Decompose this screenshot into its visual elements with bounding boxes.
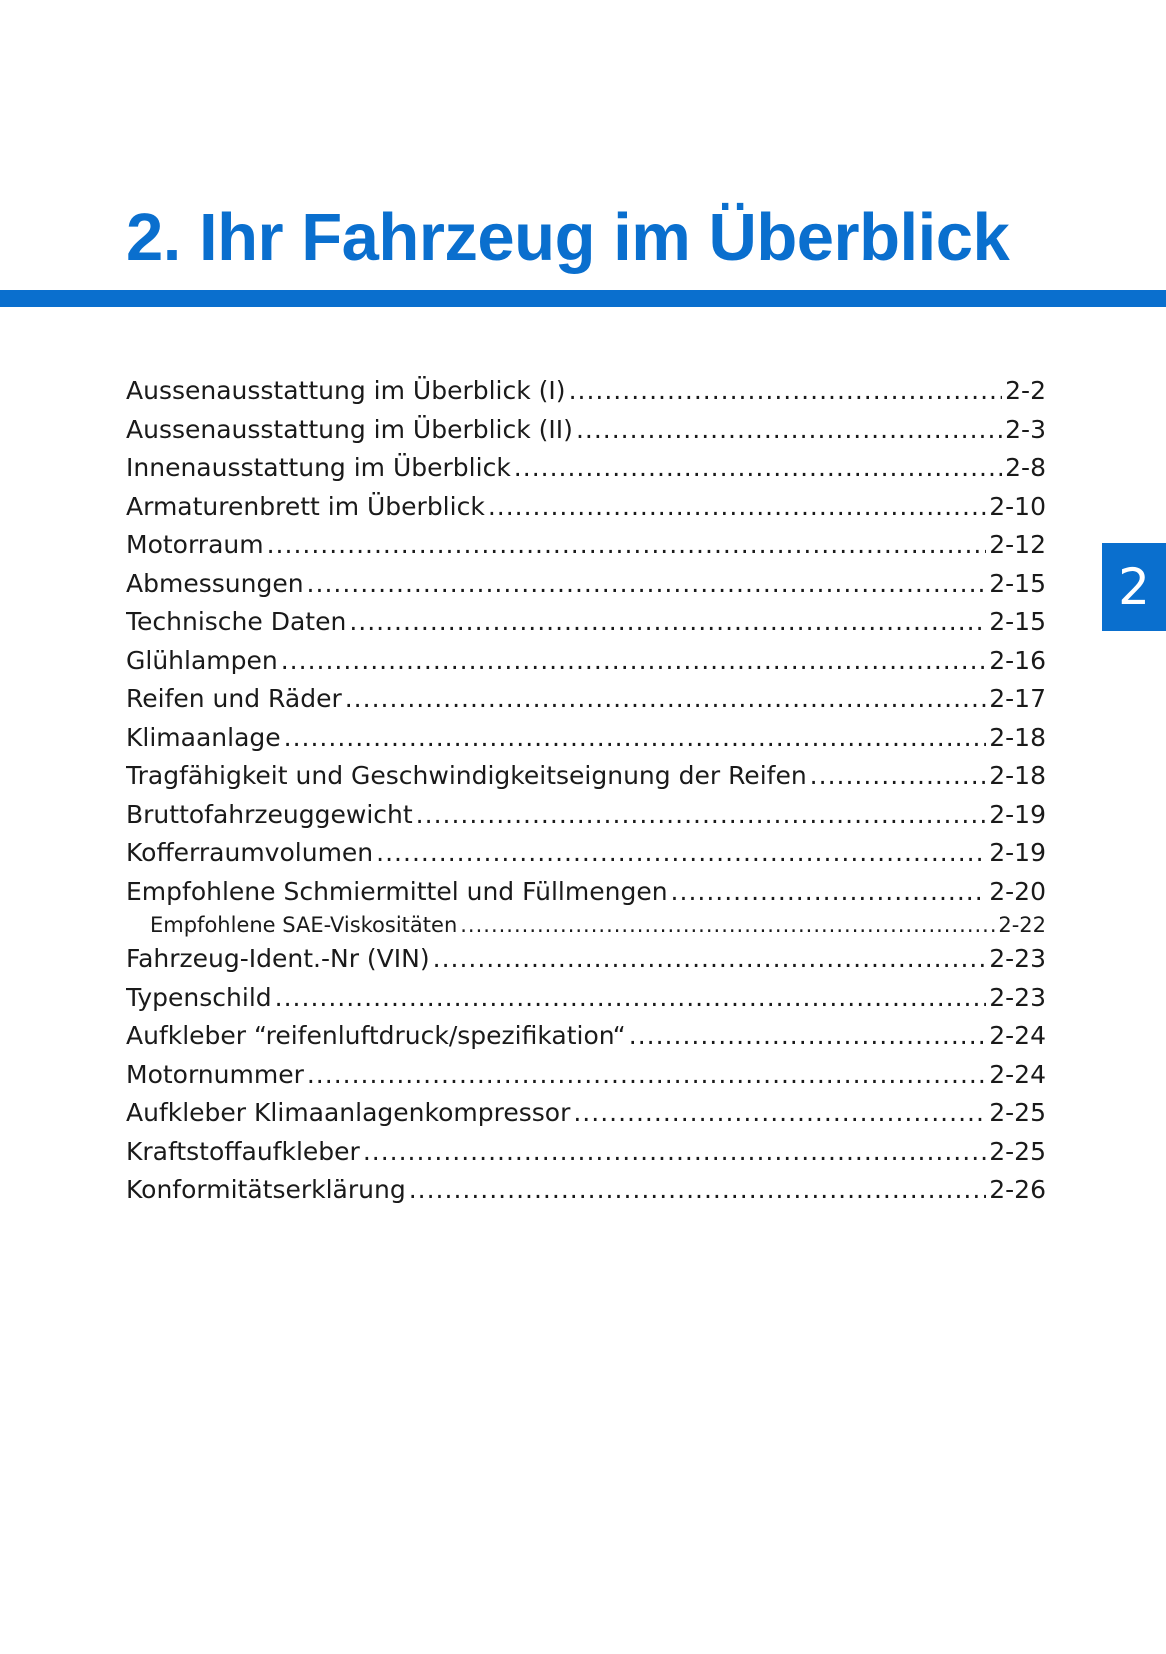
toc-dot-leader — [409, 1171, 987, 1210]
toc-page-number: 2-18 — [989, 722, 1046, 752]
toc-page-number: 2-22 — [998, 913, 1046, 937]
toc-page-number: 2-26 — [989, 1175, 1046, 1204]
toc-page-number: 2-12 — [989, 530, 1046, 559]
toc-entry[interactable] — [126, 1056, 1046, 1095]
toc-entry[interactable] — [126, 565, 1046, 604]
toc-entry-label: Kraftstoffaufkleber — [126, 1136, 360, 1166]
toc-entry[interactable] — [126, 1171, 1046, 1210]
toc-entry-label: Konformitätserklärung — [126, 1175, 406, 1204]
toc-entry-label: Bruttofahrzeuggewicht — [126, 799, 413, 829]
toc-dot-leader — [267, 526, 987, 565]
toc-entry[interactable] — [126, 979, 1046, 1018]
toc-page-number: 2-8 — [1005, 453, 1046, 482]
toc-entry[interactable] — [126, 488, 1046, 527]
toc-subentry[interactable] — [126, 911, 1046, 940]
toc-entry-label: Fahrzeug-Ident.-Nr (VIN) — [126, 944, 430, 973]
toc-entry[interactable] — [126, 411, 1046, 450]
toc-entry-label: Armaturenbrett im Überblick — [126, 491, 485, 521]
toc-page-number: 2-10 — [989, 491, 1046, 521]
toc-entry[interactable] — [126, 940, 1046, 979]
toc-entry-label: Abmessungen — [126, 568, 304, 598]
toc-entry-label: Motornummer — [126, 1059, 304, 1089]
toc-dot-leader — [576, 411, 1002, 450]
toc-entry-label: Reifen und Räder — [126, 684, 342, 713]
toc-entry[interactable] — [126, 449, 1046, 488]
toc-page-number: 2-23 — [989, 982, 1046, 1012]
toc-dot-leader — [275, 979, 987, 1018]
chapter-title: 2. Ihr Fahrzeug im Überblick — [126, 200, 1010, 275]
toc-page-number: 2-16 — [989, 645, 1046, 675]
toc-dot-leader — [345, 680, 987, 719]
toc-entry[interactable] — [126, 603, 1046, 642]
toc-dot-leader — [488, 488, 986, 527]
toc-entry-label: Kofferraumvolumen — [126, 838, 374, 867]
toc-dot-leader — [573, 1094, 986, 1133]
toc-dot-leader — [307, 1056, 986, 1095]
toc-page-number: 2-25 — [989, 1098, 1046, 1127]
toc-page-number: 2-24 — [989, 1059, 1046, 1089]
toc-dot-leader — [569, 372, 1003, 411]
toc-entry-label: Empfohlene SAE-Viskositäten — [150, 913, 458, 937]
toc-entry-label: Glühlampen — [126, 645, 278, 675]
toc-dot-leader — [281, 642, 987, 681]
toc-entry-label: Aussenausstattung im Überblick (I) — [126, 376, 566, 405]
toc-page-number: 2-19 — [989, 838, 1046, 867]
toc-page-number: 2-17 — [989, 684, 1046, 713]
toc-dot-leader — [363, 1133, 986, 1172]
toc-entry[interactable] — [126, 796, 1046, 835]
toc-entry-label: Motorraum — [126, 530, 264, 559]
toc-page-number: 2-15 — [989, 607, 1046, 636]
toc-page-number: 2-19 — [989, 799, 1046, 829]
toc-dot-leader — [810, 757, 987, 796]
toc-entry[interactable] — [126, 873, 1046, 912]
toc-entry-label: Aufkleber Klimaanlagenkompressor — [126, 1098, 571, 1127]
chapter-tab[interactable]: 2 — [1102, 543, 1166, 631]
toc-dot-leader — [349, 603, 986, 642]
toc-entry[interactable] — [126, 372, 1046, 411]
toc-page-number: 2-20 — [989, 876, 1046, 906]
toc-entry-label: Innenausstattung im Überblick — [126, 453, 511, 482]
toc-page-number: 2-18 — [989, 761, 1046, 790]
toc-entry[interactable] — [126, 642, 1046, 681]
toc-dot-leader — [284, 719, 987, 758]
toc-page-number: 2-23 — [989, 944, 1046, 973]
toc-entry[interactable] — [126, 1133, 1046, 1172]
toc-dot-leader — [629, 1017, 986, 1056]
toc-entry-label: Empfohlene Schmiermittel und Füllmengen — [126, 876, 668, 906]
title-divider — [0, 290, 1166, 307]
toc-dot-leader — [433, 940, 987, 979]
toc-entry[interactable] — [126, 1017, 1046, 1056]
toc-entry[interactable] — [126, 526, 1046, 565]
toc-entry[interactable] — [126, 834, 1046, 873]
toc-entry[interactable] — [126, 1094, 1046, 1133]
toc-entry-label: Aussenausstattung im Überblick (II) — [126, 414, 573, 444]
toc-entry-label: Aufkleber “reifenluftdruck/spezifikation“ — [126, 1021, 626, 1050]
toc-page-number: 2-3 — [1005, 414, 1046, 444]
toc-entry-label: Technische Daten — [126, 607, 347, 636]
toc-page-number: 2-24 — [989, 1021, 1046, 1050]
toc-page-number: 2-2 — [1005, 376, 1046, 405]
toc-page-number: 2-15 — [989, 568, 1046, 598]
toc-entry[interactable] — [126, 757, 1046, 796]
table-of-contents — [126, 372, 1046, 1210]
toc-entry-label: Tragfähigkeit und Geschwindigkeitseignung der Reifen — [126, 761, 807, 790]
toc-dot-leader — [460, 911, 995, 940]
toc-dot-leader — [376, 834, 986, 873]
toc-dot-leader — [514, 449, 1002, 488]
toc-dot-leader — [671, 873, 987, 912]
toc-entry[interactable] — [126, 680, 1046, 719]
toc-dot-leader — [416, 796, 987, 835]
toc-dot-leader — [307, 565, 987, 604]
toc-entry-label: Typenschild — [126, 982, 272, 1012]
toc-entry-label: Klimaanlage — [126, 722, 281, 752]
toc-page-number: 2-25 — [989, 1136, 1046, 1166]
toc-entry[interactable] — [126, 719, 1046, 758]
